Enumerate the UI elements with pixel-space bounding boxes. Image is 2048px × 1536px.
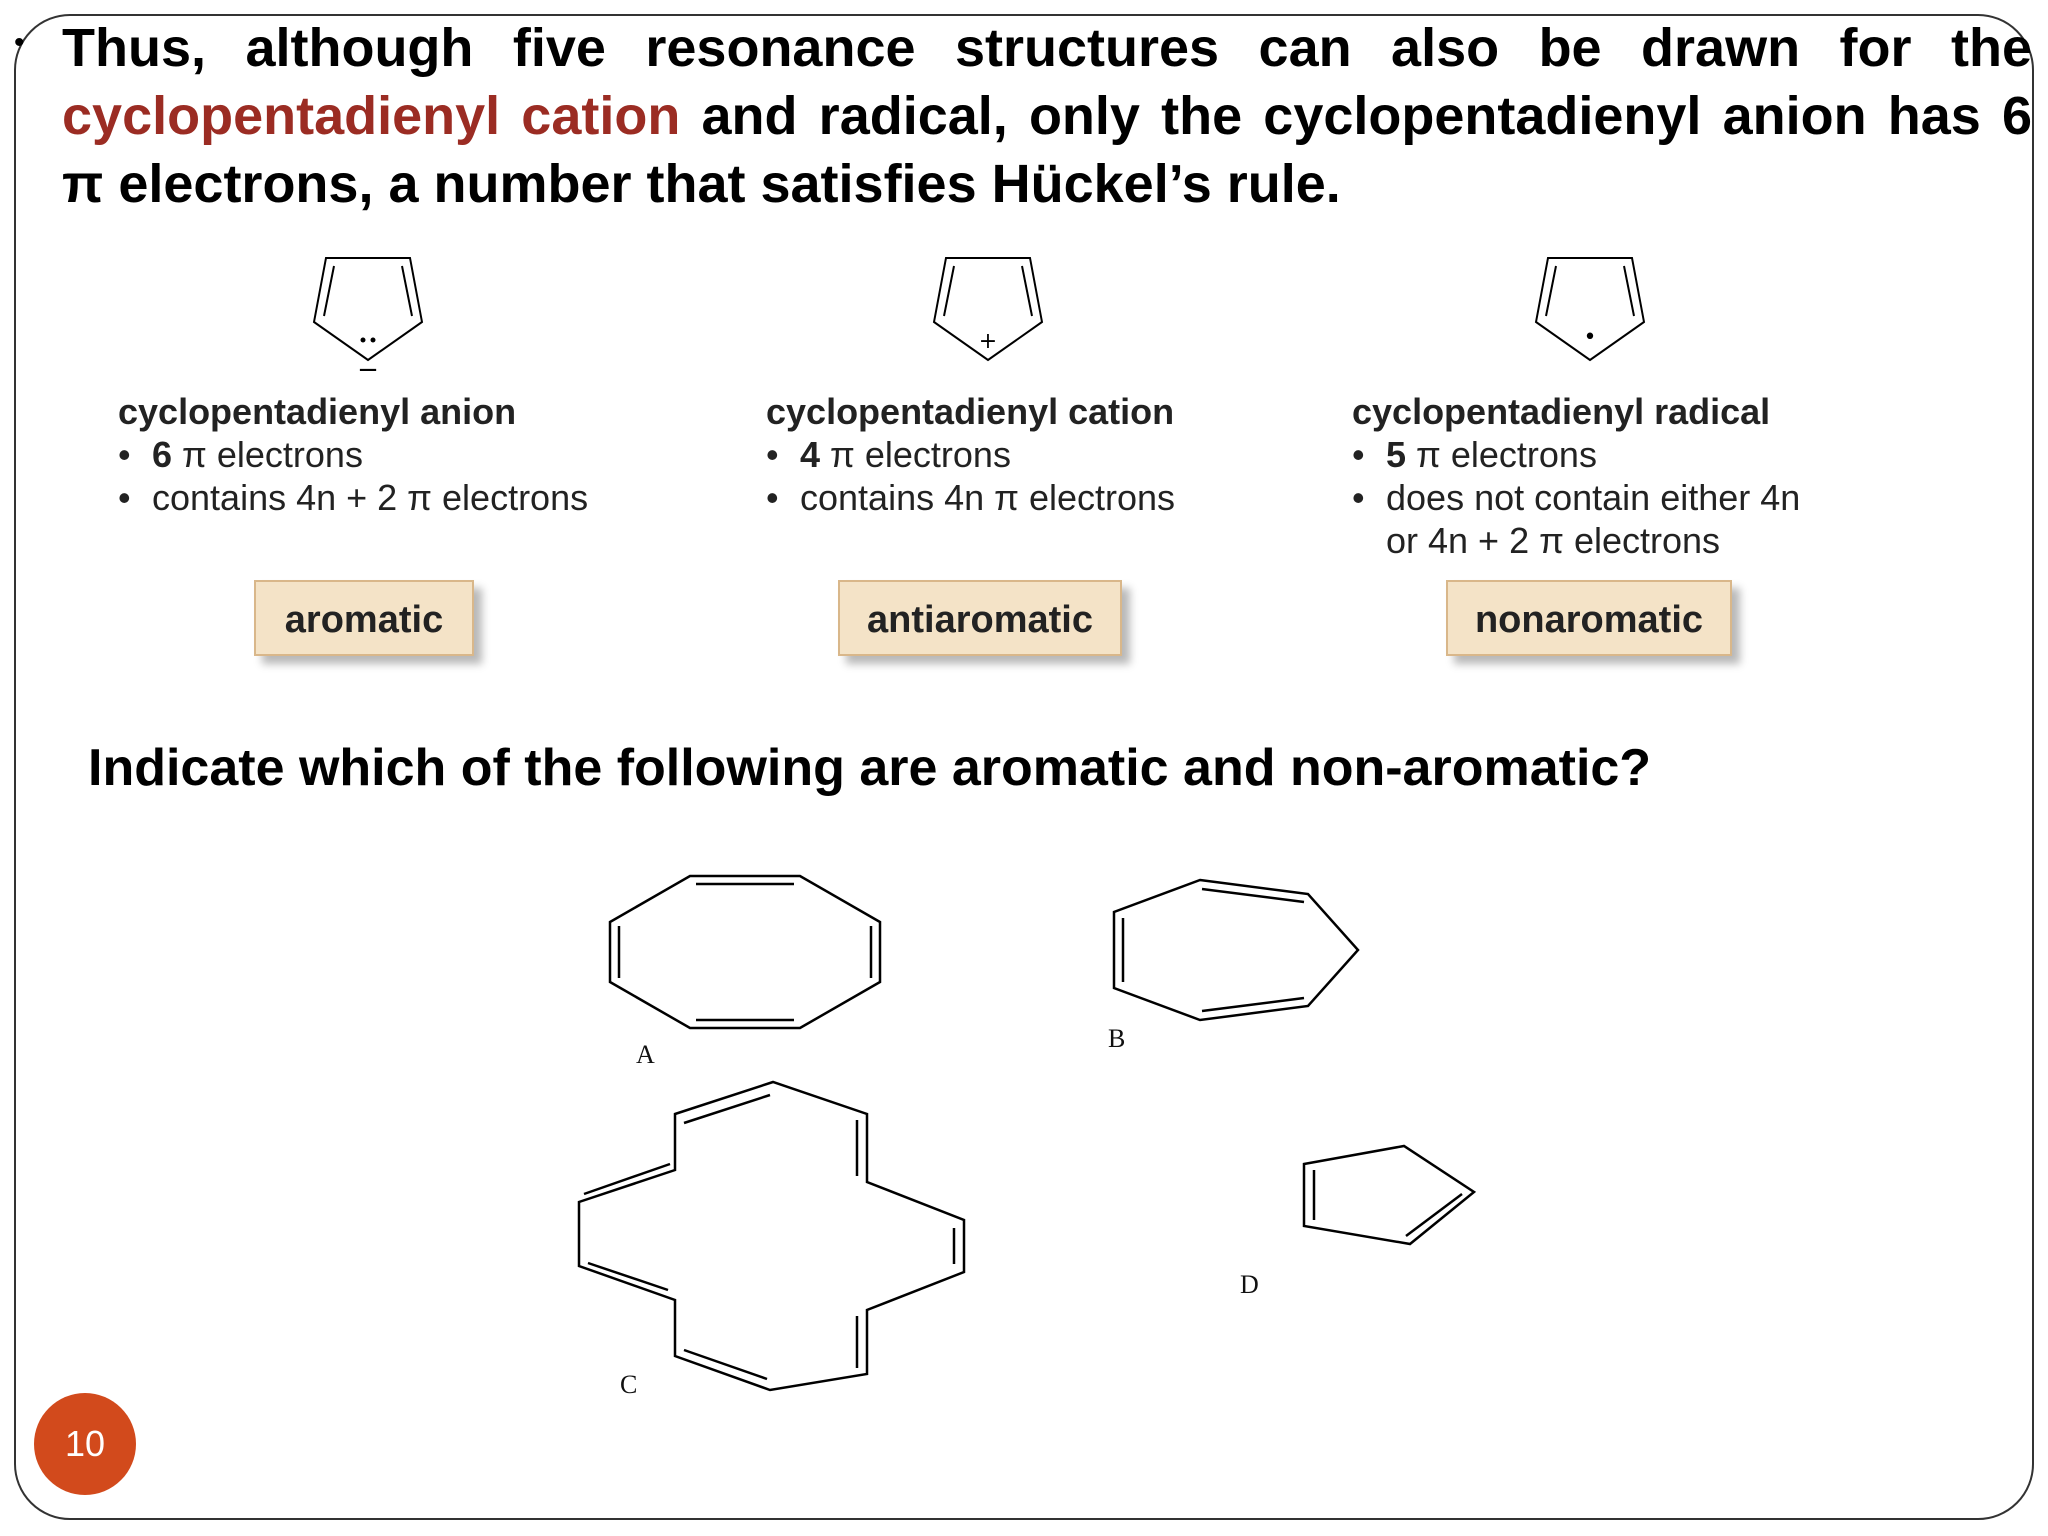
cation-electron-count: • 4 π electrons — [766, 433, 1175, 476]
aromatic-tag: aromatic — [254, 580, 474, 656]
radical-description — [1352, 390, 1800, 562]
radical-rule: • does not contain either 4n or 4n + 2 π electrons — [1352, 476, 1800, 562]
structure-d-cyclopentadiene — [1292, 1140, 1482, 1252]
page-number: 10 — [34, 1393, 136, 1495]
anion-name: cyclopentadienyl anion — [118, 391, 517, 432]
radical-dot: • — [1583, 325, 1597, 350]
bullet-icon: • — [14, 26, 25, 59]
structure-a-label: A — [636, 1040, 655, 1069]
lone-pair-dot — [371, 338, 376, 343]
cyclopentadienyl-anion-structure — [300, 252, 440, 382]
cation-charge: + — [978, 329, 998, 354]
cyclopentadienyl-cation-structure — [920, 252, 1060, 362]
structure-a-cyclooctatetraene — [600, 864, 890, 1036]
question-text: Indicate which of the following are aromatic and non-aromatic? — [88, 739, 1652, 797]
antiaromatic-tag: antiaromatic — [838, 580, 1122, 656]
structure-c-annulene — [560, 1074, 980, 1404]
intro-text-end: and radical, only the cyclopentadienyl anion has 6 π electrons, a number that satisfies Hückel’s rule. — [62, 86, 2033, 214]
intro-highlight: cyclopentadienyl cation — [62, 86, 681, 146]
structure-b-label: B — [1108, 1024, 1126, 1053]
intro-text-start: Thus, although five resonance structures can also be drawn for the — [62, 18, 2032, 78]
lone-pair-dot — [361, 338, 366, 343]
structure-b-cycloheptatriene — [1104, 870, 1374, 1030]
structure-d-label: D — [1240, 1270, 1259, 1299]
anion-charge: − — [357, 355, 379, 382]
structure-c-label: C — [620, 1370, 638, 1399]
cation-rule: • contains 4n π electrons — [766, 476, 1175, 519]
cation-name: cyclopentadienyl cation — [766, 391, 1175, 432]
intro-paragraph — [62, 14, 2032, 218]
cation-description — [766, 390, 1175, 519]
anion-description — [118, 390, 588, 519]
anion-electron-count: • 6 π electrons — [118, 433, 588, 476]
radical-electron-count: • 5 π electrons — [1352, 433, 1800, 476]
anion-rule: • contains 4n + 2 π electrons — [118, 476, 588, 519]
nonaromatic-tag: nonaromatic — [1446, 580, 1732, 656]
cyclopentadienyl-radical-structure — [1522, 252, 1662, 362]
radical-name: cyclopentadienyl radical — [1352, 391, 1771, 432]
